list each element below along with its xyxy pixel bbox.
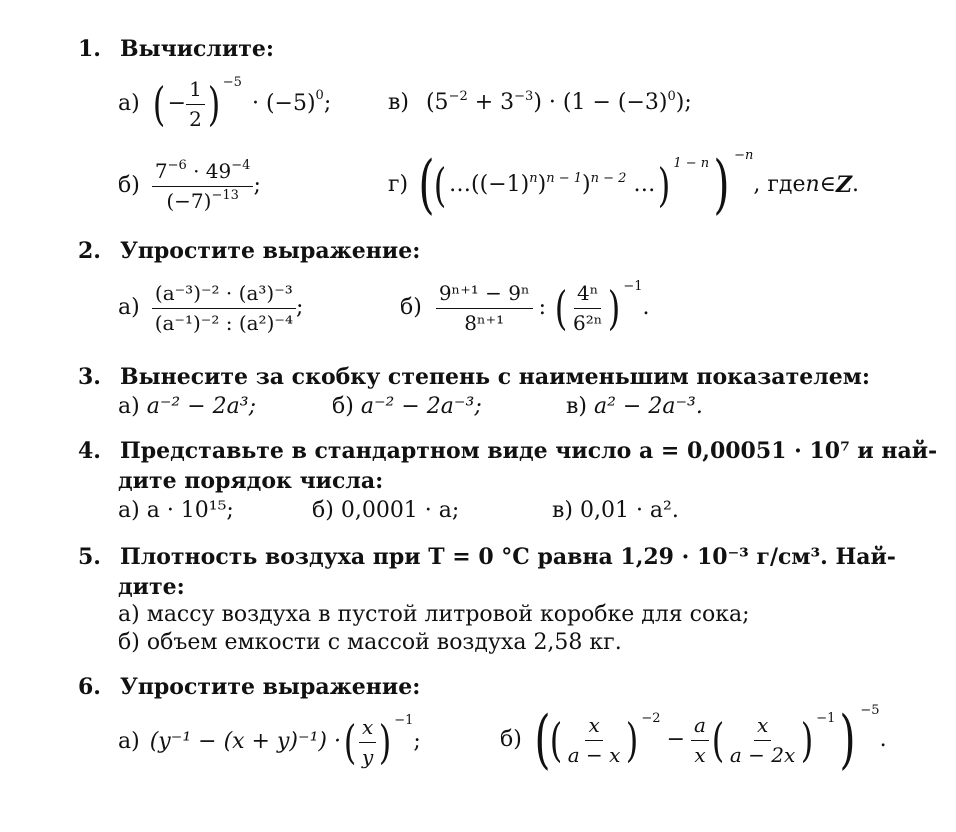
exponent: n − 1 xyxy=(546,171,582,186)
minus-sign: − xyxy=(167,91,187,116)
expression-tail: · (−5) xyxy=(251,91,316,116)
exponent: −4 xyxy=(231,157,251,173)
denominator: x xyxy=(694,742,706,767)
punct: ; xyxy=(253,173,261,198)
item-label: а) xyxy=(118,729,140,754)
problem-number: 5. xyxy=(78,544,101,570)
problem-title: Упростите выражение: xyxy=(119,238,421,264)
problem-number: 3. xyxy=(78,364,101,390)
problem-text: дите порядок числа: xyxy=(118,468,384,494)
right-paren: ) xyxy=(713,148,730,222)
right-paren: ) xyxy=(800,713,814,767)
denominator xyxy=(163,187,242,213)
exponent: −2 xyxy=(448,89,468,104)
punct: ; xyxy=(413,729,421,754)
right-paren: ) xyxy=(839,703,857,777)
denominator: a − 2x xyxy=(729,742,796,767)
problem-1g xyxy=(388,147,860,222)
problem-3v xyxy=(566,396,703,418)
den-part: (−7) xyxy=(166,188,212,213)
punct: . xyxy=(642,295,650,320)
problem-number: 2. xyxy=(78,238,101,264)
element-of: ∈ xyxy=(819,172,836,197)
left-paren: ( xyxy=(534,703,551,777)
left-paren: ( xyxy=(433,158,447,212)
exponent: 0 xyxy=(315,87,324,103)
problem-4-line1 xyxy=(78,440,937,463)
problem-6b xyxy=(500,700,887,780)
item-label: б) xyxy=(400,295,422,320)
problem-3a xyxy=(118,396,256,418)
right-paren: ) xyxy=(608,281,621,335)
item-text: объем емкости с массой воздуха 2,58 кг. xyxy=(146,630,622,655)
exponent: −2 xyxy=(641,710,661,726)
exponent: 1 − n xyxy=(673,155,710,171)
right-paren: ) xyxy=(582,172,591,197)
expr-part: , где xyxy=(753,172,806,197)
divide-sign: : xyxy=(538,295,547,320)
fraction xyxy=(727,714,798,767)
item-text: a · 10¹⁵; xyxy=(146,498,234,523)
problem-6a xyxy=(118,714,421,770)
exponent: −5 xyxy=(222,74,242,90)
exponent: 0 xyxy=(667,89,676,104)
expr-part: ) · (1 − (−3) xyxy=(533,90,668,115)
expr-part: …((−1) xyxy=(449,172,530,197)
right-paren: ) xyxy=(626,713,639,767)
punct: ; xyxy=(323,91,332,116)
problem-5a xyxy=(118,604,750,626)
ellipsis: … xyxy=(633,172,656,197)
inner-expr xyxy=(449,171,656,197)
punct: . xyxy=(852,172,860,197)
exponent: −1 xyxy=(623,278,643,294)
problem-4b xyxy=(312,500,459,522)
left-paren: ( xyxy=(152,77,165,131)
item-label: а) xyxy=(118,394,140,419)
fraction xyxy=(359,716,376,769)
fraction xyxy=(186,78,205,131)
exponent: −13 xyxy=(211,187,239,203)
denominator: a − x xyxy=(567,742,621,767)
left-paren: ( xyxy=(418,148,435,222)
problem-5-line1 xyxy=(78,546,896,569)
problem-title: Вынесите за скобку степень с наименьшим показателем: xyxy=(119,364,870,390)
item-label: б) xyxy=(118,173,140,198)
denominator: (a⁻¹)⁻² : (a²)⁻⁴ xyxy=(154,310,293,335)
item-text: массу воздуха в пустой литровой коробке для сока; xyxy=(146,602,750,627)
item-text: 0,01 · a². xyxy=(579,498,679,523)
exponent: −n xyxy=(734,147,754,163)
item-label: г) xyxy=(388,172,409,197)
numerator xyxy=(152,157,254,187)
fraction xyxy=(565,714,624,767)
problem-6-header xyxy=(78,676,420,699)
problem-2a xyxy=(118,282,303,334)
denominator: y xyxy=(361,744,374,769)
problem-1b xyxy=(118,157,261,213)
denominator: 6²ⁿ xyxy=(573,310,603,335)
item-label: а) xyxy=(118,295,140,320)
problem-number: 1. xyxy=(78,36,101,62)
exponent: −1 xyxy=(394,712,414,728)
problem-number: 4. xyxy=(78,438,101,464)
item-label: а) xyxy=(118,498,140,523)
item-label: б) xyxy=(312,498,334,523)
punct: ); xyxy=(675,90,692,115)
right-paren: ) xyxy=(658,158,671,212)
fraction xyxy=(691,714,709,767)
problem-3b xyxy=(332,396,482,418)
numerator: 1 xyxy=(186,78,205,105)
exponent: n xyxy=(529,171,538,186)
right-paren: ) xyxy=(207,77,221,131)
item-label: в) xyxy=(566,394,587,419)
exponent: −3 xyxy=(514,89,534,104)
problem-title: Упростите выражение: xyxy=(119,674,421,700)
fraction xyxy=(152,282,296,335)
problem-4a xyxy=(118,500,234,522)
integers-symbol: Z xyxy=(835,172,853,198)
num-part: · 49 xyxy=(186,158,232,183)
denominator: 2 xyxy=(189,106,202,131)
num-part: 7 xyxy=(154,158,168,183)
left-paren: ( xyxy=(343,715,357,769)
item-text: a² − 2a⁻³. xyxy=(593,394,703,419)
expr-part: + 3 xyxy=(467,90,515,115)
item-label: б) xyxy=(332,394,354,419)
problem-number: 6. xyxy=(78,674,101,700)
problem-text: Представьте в стандартном виде число a = 0,00051 · 10⁷ и най- xyxy=(119,438,938,464)
fraction xyxy=(152,157,254,213)
item-label: б) xyxy=(118,630,140,655)
numerator: 9ⁿ⁺¹ − 9ⁿ xyxy=(436,282,533,309)
punct: . xyxy=(879,727,887,752)
left-paren: ( xyxy=(554,281,568,335)
left-paren: ( xyxy=(711,713,725,767)
exponent: −1 xyxy=(816,710,836,726)
item-text: 0,0001 · a; xyxy=(340,498,460,523)
right-paren: ) xyxy=(378,715,392,769)
exponent: −6 xyxy=(167,157,187,173)
problem-1v xyxy=(388,89,692,115)
exponent: n − 2 xyxy=(590,171,627,186)
denominator: 8ⁿ⁺¹ xyxy=(464,310,505,335)
numerator: a xyxy=(691,714,709,741)
numerator: 4ⁿ xyxy=(574,282,601,309)
numerator: x xyxy=(754,714,771,741)
minus-sign: − xyxy=(666,727,685,752)
variable: n xyxy=(805,172,820,197)
numerator: x xyxy=(585,714,602,741)
problem-title: Вычислите: xyxy=(119,36,275,62)
problem-2-header xyxy=(78,240,420,263)
problem-4v xyxy=(552,500,679,522)
item-label: в) xyxy=(552,498,573,523)
item-label: а) xyxy=(118,91,140,116)
left-paren: ( xyxy=(549,713,563,767)
problem-1a xyxy=(118,74,332,131)
item-text: a⁻² − 2a³; xyxy=(146,394,257,419)
problem-1-header xyxy=(78,38,274,61)
item-label: в) xyxy=(388,90,409,115)
expr-part: (5 xyxy=(425,90,449,115)
fraction xyxy=(436,282,533,335)
item-label: а) xyxy=(118,602,140,627)
right-paren: ) xyxy=(537,172,547,197)
problem-5b xyxy=(118,632,622,654)
problem-3-header xyxy=(78,366,870,389)
problem-text: Плотность воздуха при T = 0 °C равна 1,29 · 10⁻³ г/см³. Най- xyxy=(119,544,896,570)
fraction xyxy=(570,282,605,335)
problem-2b xyxy=(400,278,650,338)
problem-text: дите: xyxy=(118,574,185,600)
expr-part: (y⁻¹ − (x + y)⁻¹) · xyxy=(149,729,341,754)
exponent: −5 xyxy=(860,702,880,718)
punct: ; xyxy=(295,295,304,320)
item-label: б) xyxy=(500,727,522,752)
item-text: a⁻² − 2a⁻³; xyxy=(360,394,482,419)
numerator: (a⁻³)⁻² · (a³)⁻³ xyxy=(152,282,296,309)
numerator: x xyxy=(359,716,376,743)
